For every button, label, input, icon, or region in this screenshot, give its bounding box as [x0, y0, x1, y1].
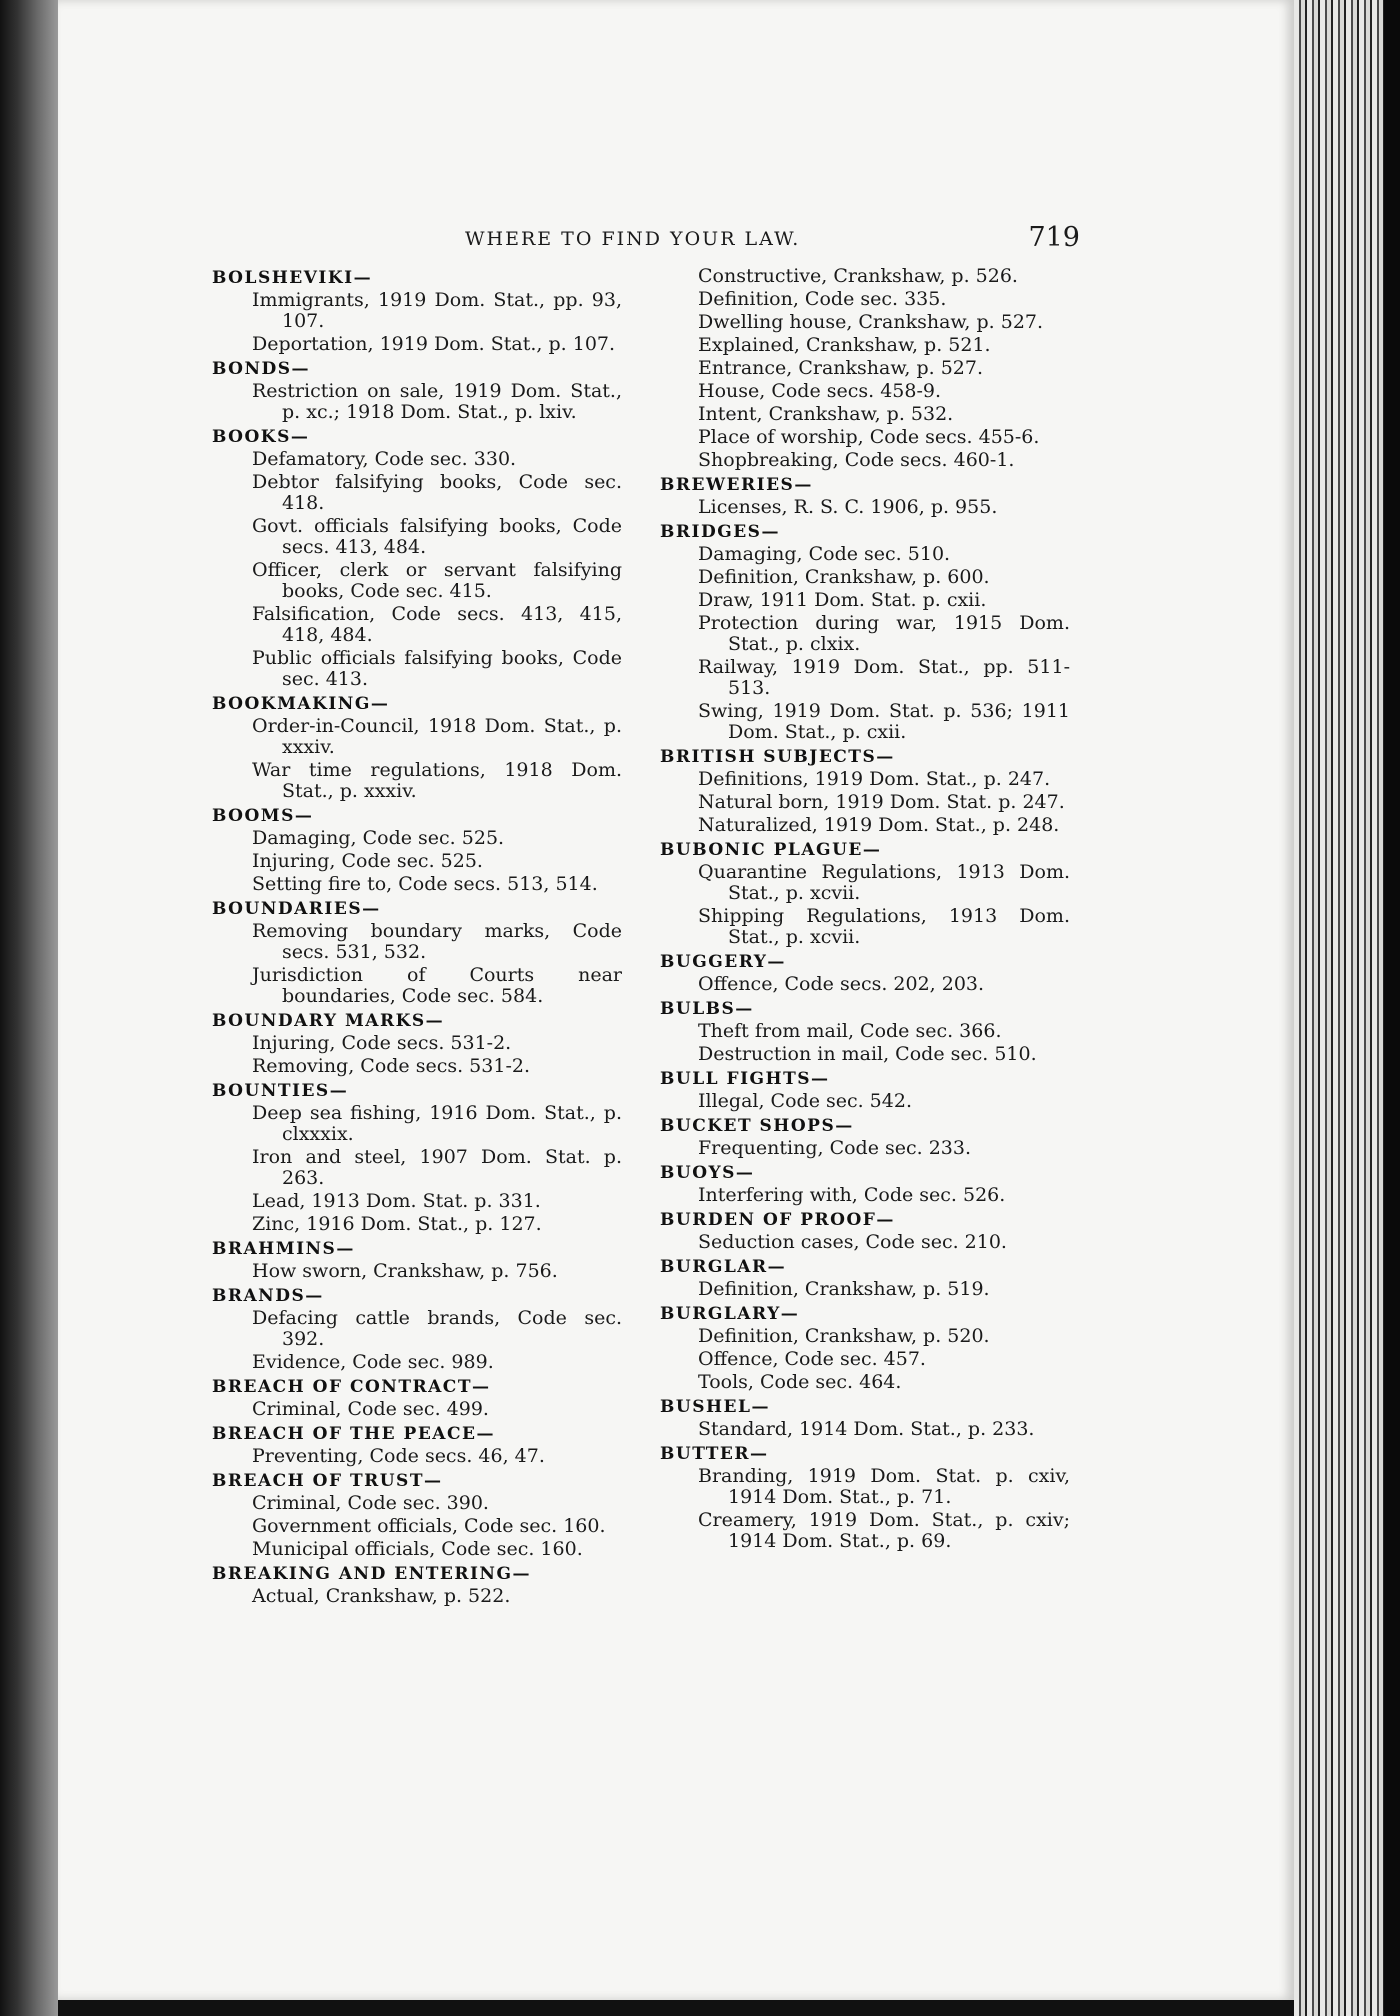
- index-subentry: Offence, Code secs. 202, 203.: [698, 973, 985, 995]
- index-subentry: Railway, 1919 Dom. Stat., pp. 511-513.: [698, 656, 1070, 699]
- index-subentry: Actual, Crankshaw, p. 522.: [252, 1585, 511, 1607]
- index-subentry: Government officials, Code sec. 160.: [252, 1515, 606, 1537]
- index-subentry: Deportation, 1919 Dom. Stat., p. 107.: [252, 333, 616, 355]
- index-entry: [660, 838, 1070, 948]
- index-entry: [212, 1562, 622, 1607]
- index-subentry: Shopbreaking, Code secs. 460-1.: [698, 449, 1015, 471]
- index-subentry: Seduction cases, Code sec. 210.: [698, 1231, 1007, 1253]
- index-heading: BRAHMINS—: [212, 1239, 355, 1259]
- book-gutter-left: [0, 0, 58, 2016]
- index-subentry: How sworn, Crankshaw, p. 756.: [252, 1260, 558, 1282]
- index-entry: [660, 1255, 1070, 1300]
- index-entry: [212, 804, 622, 895]
- index-subentry: Definition, Code sec. 335.: [698, 288, 947, 310]
- index-subentry: Constructive, Crankshaw, p. 526.: [698, 265, 1018, 287]
- index-subentry: Municipal officials, Code sec. 160.: [252, 1538, 583, 1560]
- index-heading: BOUNTIES—: [212, 1081, 349, 1101]
- index-subentry: Defamatory, Code sec. 330.: [252, 448, 517, 470]
- index-entry: [212, 1422, 622, 1467]
- index-entry: [212, 1284, 622, 1373]
- index-subentry: Falsification, Code secs. 413, 415, 418, 484.: [252, 603, 622, 646]
- index-entry: [660, 473, 1070, 518]
- index-entry: [212, 1079, 622, 1235]
- index-entry: [660, 1161, 1070, 1206]
- index-subentry: Offence, Code sec. 457.: [698, 1348, 926, 1370]
- index-subentry: Natural born, 1919 Dom. Stat. p. 247.: [698, 791, 1065, 813]
- index-subentry: Draw, 1911 Dom. Stat. p. cxii.: [698, 589, 987, 611]
- index-heading: BUGGERY—: [660, 952, 786, 972]
- index-subentry: Shipping Regulations, 1913 Dom. Stat., p. xcvii.: [698, 905, 1070, 948]
- index-subentry: Interfering with, Code sec. 526.: [698, 1184, 1006, 1206]
- index-subentry: Definition, Crankshaw, p. 519.: [698, 1278, 990, 1300]
- index-heading: BRITISH SUBJECTS—: [660, 747, 895, 767]
- index-subentry: Criminal, Code sec. 390.: [252, 1492, 489, 1514]
- index-subentry: Officer, clerk or servant falsifying books, Code sec. 415.: [252, 559, 622, 602]
- index-heading: BREACH OF THE PEACE—: [212, 1424, 495, 1444]
- index-heading: BUTTER—: [660, 1444, 769, 1464]
- book-page-edges: [1294, 0, 1384, 2016]
- index-heading: BURGLAR—: [660, 1257, 787, 1277]
- index-entry: [212, 1237, 622, 1282]
- index-entry: [660, 997, 1070, 1065]
- index-subentry: Branding, 1919 Dom. Stat. p. cxiv, 1914 Dom. Stat., p. 71.: [698, 1465, 1070, 1508]
- index-subentry: Standard, 1914 Dom. Stat., p. 233.: [698, 1418, 1035, 1440]
- index-subentry: Definition, Crankshaw, p. 520.: [698, 1325, 990, 1347]
- index-subentry: Theft from mail, Code sec. 366.: [698, 1020, 1002, 1042]
- index-entry: [660, 1395, 1070, 1440]
- index-heading: BUBONIC PLAGUE—: [660, 840, 882, 860]
- index-heading: BUOYS—: [660, 1163, 755, 1183]
- index-column-right: [660, 266, 1070, 1552]
- index-heading: BOLSHEVIKI—: [212, 268, 373, 288]
- index-subentry: Zinc, 1916 Dom. Stat., p. 127.: [252, 1213, 542, 1235]
- index-heading: BRIDGES—: [660, 522, 780, 542]
- index-subentry: Frequenting, Code sec. 233.: [698, 1137, 972, 1159]
- index-subentry: Lead, 1913 Dom. Stat. p. 331.: [252, 1190, 541, 1212]
- index-entry: [660, 950, 1070, 995]
- index-column-left: [212, 266, 622, 1607]
- index-subentry: Entrance, Crankshaw, p. 527.: [698, 357, 983, 379]
- page-header: [200, 222, 1080, 258]
- index-subentry: Damaging, Code sec. 510.: [698, 543, 951, 565]
- index-subentry: Deep sea fishing, 1916 Dom. Stat., p. clxxxix.: [252, 1102, 622, 1145]
- page-number: 719: [1028, 222, 1080, 253]
- index-subentry: Definition, Crankshaw, p. 600.: [698, 566, 990, 588]
- index-subentry: Place of worship, Code secs. 455-6.: [698, 426, 1040, 448]
- index-entry: [212, 1375, 622, 1420]
- index-subentry: Damaging, Code sec. 525.: [252, 827, 505, 849]
- index-subentry: Licenses, R. S. C. 1906, p. 955.: [698, 496, 998, 518]
- index-subentry: Protection during war, 1915 Dom. Stat., p. clxix.: [698, 612, 1070, 655]
- index-subentry: Tools, Code sec. 464.: [698, 1371, 902, 1393]
- index-entry: [212, 1469, 622, 1560]
- index-subentry: War time regulations, 1918 Dom. Stat., p. xxxiv.: [252, 759, 622, 802]
- index-subentry: Criminal, Code sec. 499.: [252, 1398, 489, 1420]
- index-subentry: Swing, 1919 Dom. Stat. p. 536; 1911 Dom. Stat., p. cxii.: [698, 700, 1070, 743]
- index-entry: [212, 357, 622, 423]
- index-subentry: Govt. officials falsifying books, Code secs. 413, 484.: [252, 515, 622, 558]
- index-heading: BOUNDARIES—: [212, 899, 381, 919]
- index-subentry: Dwelling house, Crankshaw, p. 527.: [698, 311, 1044, 333]
- index-heading: BONDS—: [212, 359, 311, 379]
- index-heading: BURDEN OF PROOF—: [660, 1210, 895, 1230]
- index-subentry: Removing, Code secs. 531-2.: [252, 1055, 530, 1077]
- index-subentry: Iron and steel, 1907 Dom. Stat. p. 263.: [252, 1146, 622, 1189]
- index-subentry: Illegal, Code sec. 542.: [698, 1090, 912, 1112]
- index-heading: BUSHEL—: [660, 1397, 770, 1417]
- index-heading: BRANDS—: [212, 1286, 324, 1306]
- index-subentry: Defacing cattle brands, Code sec. 392.: [252, 1307, 622, 1350]
- index-subentry: Debtor falsifying books, Code sec. 418.: [252, 471, 622, 514]
- index-entry: [212, 1009, 622, 1077]
- index-heading: BOOKS—: [212, 427, 310, 447]
- index-subentry: Jurisdiction of Courts near boundaries, Code sec. 584.: [252, 964, 622, 1007]
- index-entry: [212, 692, 622, 802]
- background-right: [1384, 0, 1400, 2016]
- index-subentry: Injuring, Code sec. 525.: [252, 850, 483, 872]
- index-entry: [660, 745, 1070, 836]
- index-heading: BUCKET SHOPS—: [660, 1116, 854, 1136]
- index-entry: [212, 897, 622, 1007]
- index-entry: [660, 1067, 1070, 1112]
- index-subentry: Setting fire to, Code secs. 513, 514.: [252, 873, 598, 895]
- index-entry: [660, 1302, 1070, 1393]
- index-heading: BULBS—: [660, 999, 754, 1019]
- index-subentry: Order-in-Council, 1918 Dom. Stat., p. xxxiv.: [252, 715, 622, 758]
- index-subentry: Restriction on sale, 1919 Dom. Stat., p. xc.; 1918 Dom. Stat., p. lxiv.: [252, 380, 622, 423]
- index-entry: [660, 1442, 1070, 1552]
- index-entry: [660, 1114, 1070, 1159]
- index-subentry: Destruction in mail, Code sec. 510.: [698, 1043, 1037, 1065]
- index-subentry: Preventing, Code secs. 46, 47.: [252, 1445, 545, 1467]
- index-heading: BREACH OF TRUST—: [212, 1471, 443, 1491]
- index-entry: [660, 1208, 1070, 1253]
- index-entry: [660, 266, 1070, 471]
- index-subentry: Evidence, Code sec. 989.: [252, 1351, 494, 1373]
- index-subentry: Explained, Crankshaw, p. 521.: [698, 334, 991, 356]
- index-subentry: Creamery, 1919 Dom. Stat., p. cxiv; 1914 Dom. Stat., p. 69.: [698, 1509, 1070, 1552]
- index-heading: BURGLARY—: [660, 1304, 800, 1324]
- index-subentry: Naturalized, 1919 Dom. Stat., p. 248.: [698, 814, 1060, 836]
- index-heading: BOOKMAKING—: [212, 694, 390, 714]
- index-heading: BOUNDARY MARKS—: [212, 1011, 445, 1031]
- index-heading: BULL FIGHTS—: [660, 1069, 830, 1089]
- index-subentry: Removing boundary marks, Code secs. 531, 532.: [252, 920, 622, 963]
- index-heading: BREWERIES—: [660, 475, 813, 495]
- index-heading: BREAKING AND ENTERING—: [212, 1564, 531, 1584]
- index-subentry: Intent, Crankshaw, p. 532.: [698, 403, 954, 425]
- index-subentry: House, Code secs. 458-9.: [698, 380, 942, 402]
- index-entry: [212, 266, 622, 355]
- index-subentry: Public officials falsifying books, Code sec. 413.: [252, 647, 622, 690]
- index-subentry: Injuring, Code secs. 531-2.: [252, 1032, 512, 1054]
- index-subentry: Immigrants, 1919 Dom. Stat., pp. 93, 107.: [252, 289, 622, 332]
- index-entry: [212, 425, 622, 690]
- index-subentry: Quarantine Regulations, 1913 Dom. Stat., p. xcvii.: [698, 861, 1070, 904]
- index-subentry: Definitions, 1919 Dom. Stat., p. 247.: [698, 768, 1051, 790]
- running-head: WHERE TO FIND YOUR LAW.: [465, 228, 801, 250]
- index-entry: [660, 520, 1070, 743]
- index-heading: BREACH OF CONTRACT—: [212, 1377, 491, 1397]
- background-bottom: [58, 2000, 1294, 2016]
- index-heading: BOOMS—: [212, 806, 314, 826]
